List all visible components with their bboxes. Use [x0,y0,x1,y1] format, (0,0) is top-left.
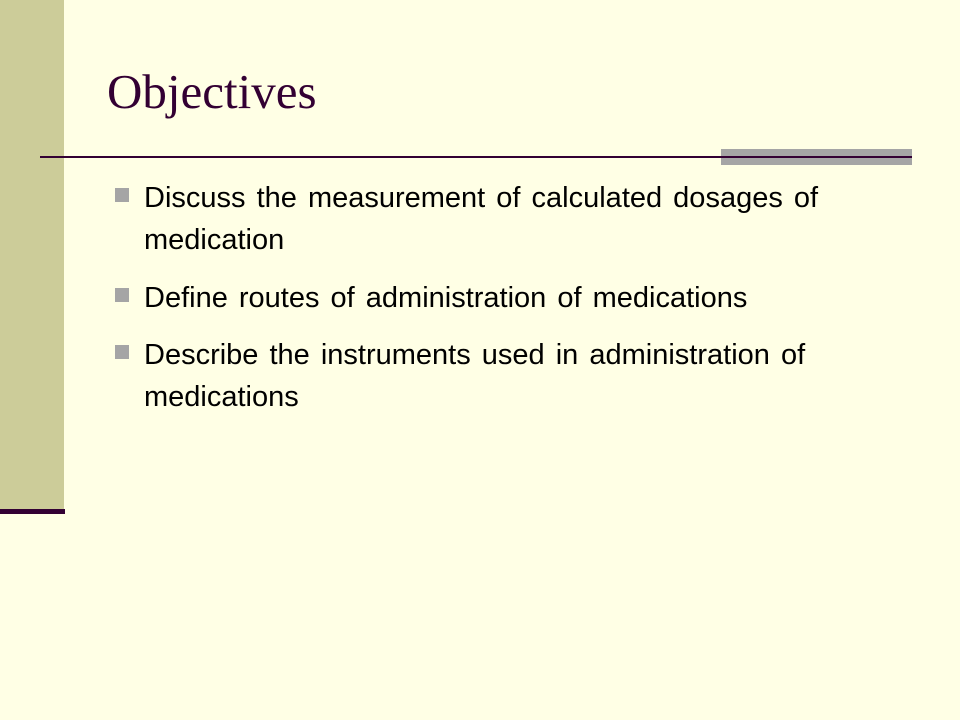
bullet-text: Describe the instruments used in administration of medications [144,339,806,413]
left-accent-bar [0,0,64,510]
square-bullet-icon [115,345,129,359]
slide-title: Objectives [107,64,317,119]
square-bullet-icon [115,288,129,302]
square-bullet-icon [115,188,129,202]
left-accent-underline [0,509,65,514]
title-divider-accent [721,149,912,165]
bullet-text: Discuss the measurement of calculated dosages of medication [144,182,819,256]
bullet-text: Define routes of administration of medications [144,282,748,314]
